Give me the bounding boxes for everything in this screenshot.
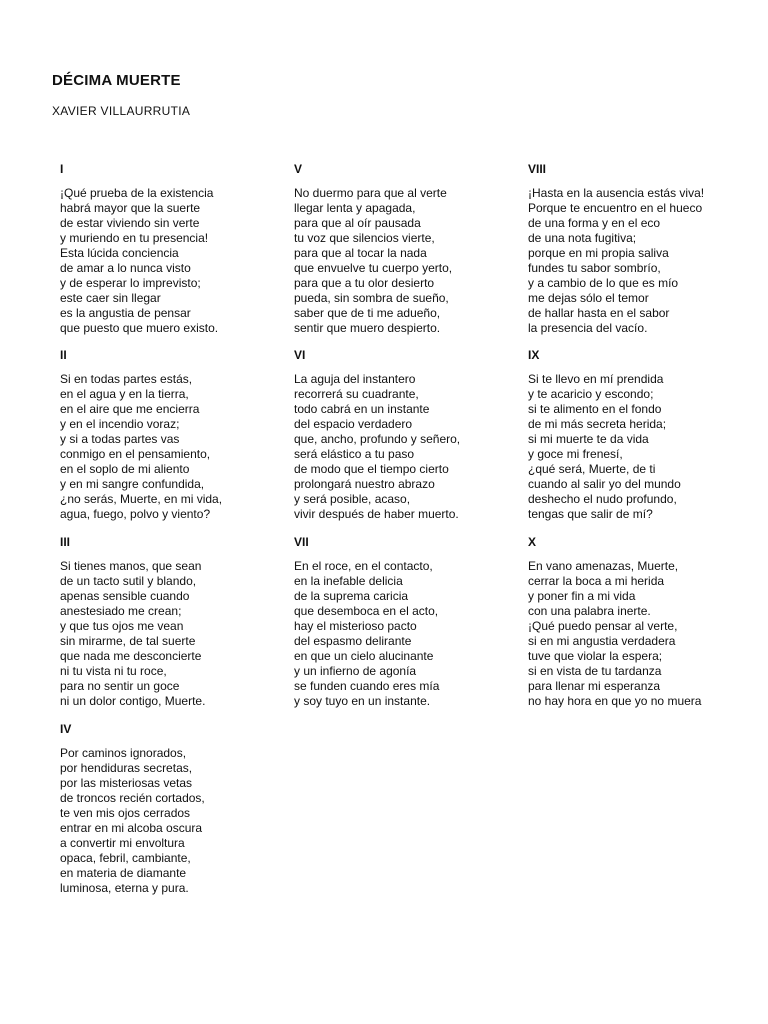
verse-line: ¡Hasta en la ausencia estás viva!	[528, 186, 705, 200]
verse-line: ¡Qué puedo pensar al verte,	[528, 619, 678, 633]
verse-line: ni un dolor contigo, Muerte.	[60, 694, 206, 708]
poem-author: XAVIER VILLAURRUTIA	[52, 104, 191, 118]
verse-line: Esta lúcida conciencia	[60, 246, 179, 260]
stanza-numeral: II	[60, 348, 67, 362]
verse-line: este caer sin llegar	[60, 291, 161, 305]
verse-line: con una palabra inerte.	[528, 604, 651, 618]
stanza-v	[294, 162, 452, 336]
verse-line: cuando al salir yo del mundo	[528, 477, 681, 491]
verse-line: Si en todas partes estás,	[60, 372, 193, 386]
verse-line: de amar a lo nunca visto	[60, 261, 191, 275]
verse-line: para que a tu olor desierto	[294, 276, 435, 290]
verse-line: y será posible, acaso,	[294, 492, 411, 506]
verse-line: prolongará nuestro abrazo	[294, 477, 435, 491]
verse-line: de troncos recién cortados,	[60, 791, 205, 805]
verse-line: entrar en mi alcoba oscura	[60, 821, 203, 835]
verse-line: para no sentir un goce	[60, 679, 180, 693]
verse-line: Por caminos ignorados,	[60, 746, 187, 760]
verse-line: me dejas sólo el temor	[528, 291, 649, 305]
verse-line: de una nota fugitiva;	[528, 231, 637, 245]
verse-line: apenas sensible cuando	[60, 589, 190, 603]
verse-line: y muriendo en tu presencia!	[60, 231, 209, 245]
verse-line: de la suprema caricia	[294, 589, 409, 603]
verse-line: en el agua y en la tierra,	[60, 387, 189, 401]
verse-line: del espacio verdadero	[294, 417, 413, 431]
verse-line: en el soplo de mi aliento	[60, 462, 190, 476]
verse-line: y que tus ojos me vean	[60, 619, 184, 633]
verse-line: será elástico a tu paso	[294, 447, 415, 461]
stanza-numeral: IV	[60, 722, 72, 736]
verse-line: de mi más secreta herida;	[528, 417, 667, 431]
verse-line: No duermo para que al verte	[294, 186, 447, 200]
stanza-numeral: III	[60, 535, 71, 549]
verse-line: En el roce, en el contacto,	[294, 559, 433, 573]
stanza-vi	[294, 348, 460, 522]
verse-line: de una forma y en el eco	[528, 216, 661, 230]
verse-line: Porque te encuentro en el hueco	[528, 201, 703, 215]
verse-line: si en vista de tu tardanza	[528, 664, 662, 678]
verse-line: tuve que violar la espera;	[528, 649, 663, 663]
verse-line: para que al tocar la nada	[294, 246, 427, 260]
verse-line: para que al oír pausada	[294, 216, 421, 230]
verse-line: y poner fin a mi vida	[528, 589, 636, 603]
stanza-numeral: VII	[294, 535, 309, 549]
verse-line: si en mi angustia verdadera	[528, 634, 676, 648]
poem-title: DÉCIMA MUERTE	[52, 72, 181, 89]
verse-line: de modo que el tiempo cierto	[294, 462, 449, 476]
verse-line: si mi muerte te da vida	[528, 432, 649, 446]
stanza-iv	[60, 722, 205, 896]
verse-line: de estar viviendo sin verte	[60, 216, 200, 230]
verse-line: sin mirarme, de tal suerte	[60, 634, 196, 648]
verse-line: de un tacto sutil y blando,	[60, 574, 197, 588]
stanza-numeral: V	[294, 162, 303, 176]
verse-line: y si a todas partes vas	[60, 432, 180, 446]
verse-line: saber que de ti me adueño,	[294, 306, 441, 320]
verse-line: se funden cuando eres mía	[294, 679, 440, 693]
verse-line: por hendiduras secretas,	[60, 761, 193, 775]
verse-line: y en mi sangre confundida,	[60, 477, 205, 491]
verse-line: y te acaricio y escondo;	[528, 387, 654, 401]
stanza-x	[528, 535, 701, 709]
verse-line: tu voz que silencios vierte,	[294, 231, 435, 245]
verse-line: ¡Qué prueba de la existencia	[60, 186, 214, 200]
verse-line: habrá mayor que la suerte	[60, 201, 201, 215]
stanza-ii	[60, 348, 222, 522]
verse-line: en el aire que me encierra	[60, 402, 200, 416]
verse-line: te ven mis ojos cerrados	[60, 806, 191, 820]
verse-line: que puesto que muero existo.	[60, 321, 219, 335]
verse-line: fundes tu sabor sombrío,	[528, 261, 661, 275]
verse-line: que envuelve tu cuerpo yerto,	[294, 261, 453, 275]
stanza-numeral: IX	[528, 348, 540, 362]
verse-line: que nada me desconcierte	[60, 649, 202, 663]
stanza-numeral: VI	[294, 348, 306, 362]
verse-line: en que un cielo alucinante	[294, 649, 434, 663]
stanza-vii	[294, 535, 439, 709]
verse-line: y de esperar lo imprevisto;	[60, 276, 201, 290]
verse-line: pueda, sin sombra de sueño,	[294, 291, 449, 305]
verse-line: opaca, febril, cambiante,	[60, 851, 191, 865]
verse-line: conmigo en el pensamiento,	[60, 447, 211, 461]
verse-line: del espasmo delirante	[294, 634, 412, 648]
verse-line: vivir después de haber muerto.	[294, 507, 459, 521]
verse-line: por las misteriosas vetas	[60, 776, 193, 790]
verse-line: recorrerá su cuadrante,	[294, 387, 419, 401]
verse-line: que, ancho, profundo y señero,	[294, 432, 461, 446]
verse-line: ¿qué será, Muerte, de ti	[528, 462, 656, 476]
verse-line: de hallar hasta en el sabor	[528, 306, 670, 320]
verse-line: es la angustia de pensar	[60, 306, 191, 320]
verse-line: porque en mi propia saliva	[528, 246, 669, 260]
verse-line: no hay hora en que yo no muera	[528, 694, 702, 708]
verse-line: y soy tuyo en un instante.	[294, 694, 431, 708]
verse-line: luminosa, eterna y pura.	[60, 881, 189, 895]
verse-line: hay el misterioso pacto	[294, 619, 417, 633]
stanza-iii	[60, 535, 205, 709]
verse-line: todo cabrá en un instante	[294, 402, 430, 416]
stanza-viii	[528, 162, 704, 336]
stanza-numeral: VIII	[528, 162, 547, 176]
verse-line: Si te llevo en mí prendida	[528, 372, 664, 386]
verse-line: Si tienes manos, que sean	[60, 559, 202, 573]
stanza-numeral: X	[528, 535, 537, 549]
verse-line: y en el incendio voraz;	[60, 417, 180, 431]
verse-line: que desemboca en el acto,	[294, 604, 439, 618]
verse-line: ¿no serás, Muerte, en mi vida,	[60, 492, 223, 506]
verse-line: y un infierno de agonía	[294, 664, 417, 678]
verse-line: tengas que salir de mí?	[528, 507, 653, 521]
stanza-numeral: I	[60, 162, 64, 176]
stanza-i	[60, 162, 218, 336]
verse-line: la presencia del vacío.	[528, 321, 648, 335]
verse-line: a convertir mi envoltura	[60, 836, 185, 850]
verse-line: y a cambio de lo que es mío	[528, 276, 679, 290]
verse-line: ni tu vista ni tu roce,	[60, 664, 167, 678]
verse-line: En vano amenazas, Muerte,	[528, 559, 679, 573]
verse-line: en materia de diamante	[60, 866, 187, 880]
verse-line: llegar lenta y apagada,	[294, 201, 416, 215]
stanza-ix	[528, 348, 681, 522]
verse-line: agua, fuego, polvo y viento?	[60, 507, 211, 521]
verse-line: y goce mi frenesí,	[528, 447, 623, 461]
verse-line: La aguja del instantero	[294, 372, 416, 386]
verse-line: anestesiado me crean;	[60, 604, 182, 618]
verse-line: para llenar mi esperanza	[528, 679, 661, 693]
verse-line: sentir que muero despierto.	[294, 321, 441, 335]
verse-line: deshecho el nudo profundo,	[528, 492, 677, 506]
verse-line: si te alimento en el fondo	[528, 402, 662, 416]
verse-line: cerrar la boca a mi herida	[528, 574, 665, 588]
verse-line: en la inefable delicia	[294, 574, 403, 588]
